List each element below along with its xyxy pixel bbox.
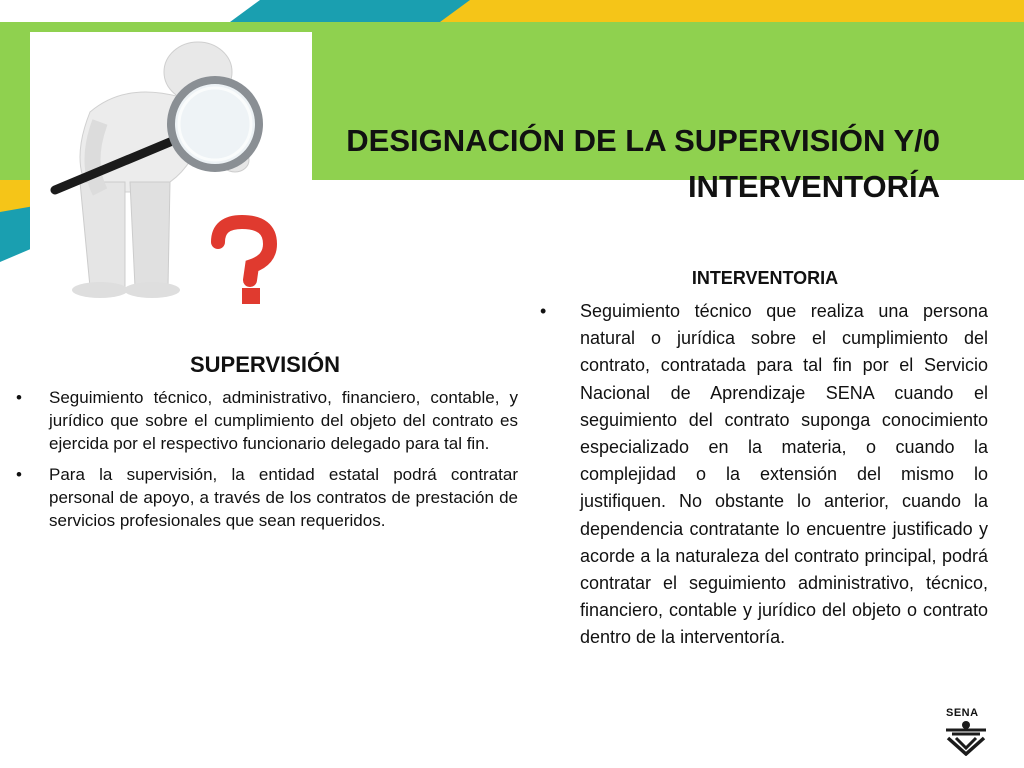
- bullet-marker: •: [540, 301, 547, 321]
- supervision-bullet-text: Para la supervisión, la entidad estatal podrá contratar personal de apoyo, a través de los contratos de prestación de servicios profesionales que sean requeridos.: [49, 465, 518, 530]
- supervision-bullet-list: [16, 386, 518, 540]
- interventoria-heading: INTERVENTORIA: [691, 268, 839, 288]
- title-line-2: INTERVENTORÍA: [687, 169, 940, 204]
- bullet-marker: •: [16, 465, 22, 484]
- sena-logo-icon: [938, 708, 994, 756]
- supervision-bullet: [16, 386, 518, 455]
- supervision-heading: SUPERVISIÓN: [190, 352, 340, 377]
- slide-title: [300, 118, 940, 210]
- supervision-bullet-text: Seguimiento técnico, administrativo, financiero, contable, y jurídico que sobre el cumplimiento del objeto del contrato es ejercida por el respectivo funcionario delegado para tal fin.: [49, 388, 518, 453]
- supervision-bullet: [16, 463, 518, 532]
- title-line-1: DESIGNACIÓN DE LA SUPERVISIÓN Y/0: [346, 123, 940, 158]
- interventoria-bullet-text: Seguimiento técnico que realiza una persona natural o jurídica sobre el cumplimiento del contrato, contratada para tal fin por el Servicio Nacional de Aprendizaje SENA cuando el seguimiento del contrato suponga conocimiento especializado en la materia, o cuando la complejidad o la extensión del mismo lo justifiquen. No obstante lo anterior, cuando la dependencia contratante lo encuentre justificado y acorde a la naturaleza del contrato principal, podrá contratar el seguimiento administrativo, técnico, financiero, contable y jurídico del objeto o contrato dentro de la interventoría.: [580, 301, 988, 648]
- bullet-marker: •: [16, 388, 22, 407]
- sena-logo-text: SENA: [946, 707, 979, 719]
- magnifier-figure-illustration: [30, 32, 312, 308]
- interventoria-bullet: [540, 298, 988, 652]
- interventoria-bullet-list: [540, 298, 988, 652]
